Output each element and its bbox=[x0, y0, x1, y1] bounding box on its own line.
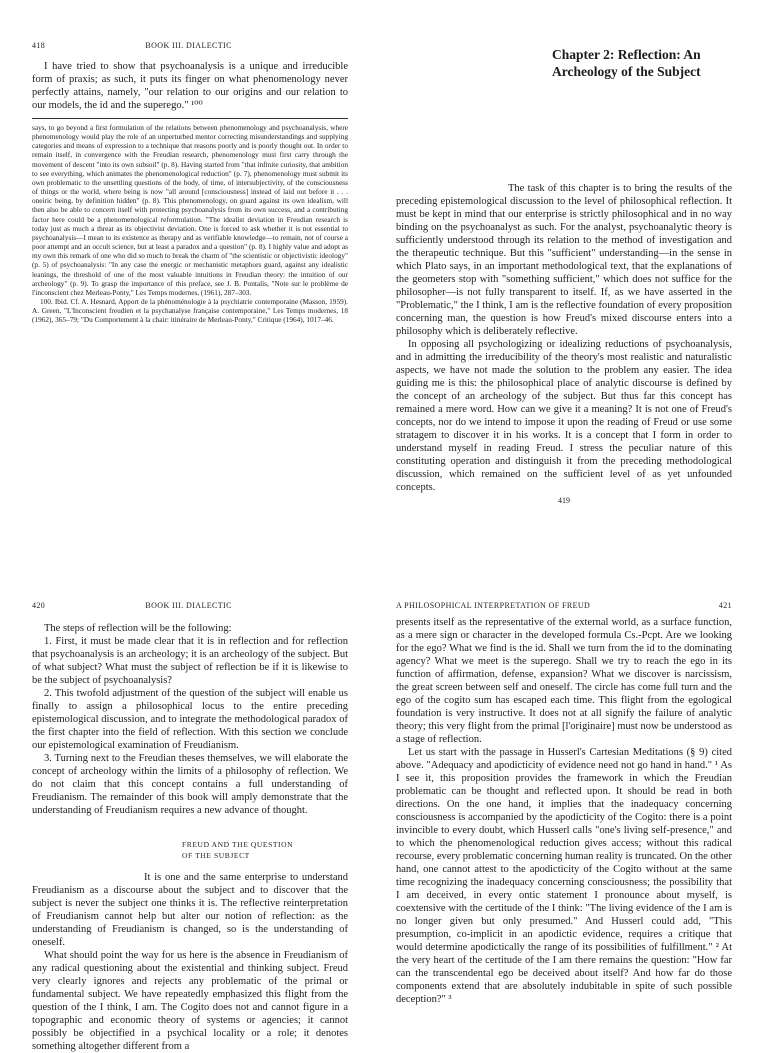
page-421 bbox=[396, 600, 732, 1024]
running-head bbox=[32, 600, 348, 612]
page-419 bbox=[396, 40, 732, 514]
footnote-100: 100. Ibid. Cf. A. Hesnard, Apport de la phénoménologie à la psychiatrie contemporaine (Masson, 1959). A. Green, "L'Inconscient freudien et la psychanalyse française contemporaine," Les Temps modernes, 18 (1962), 365–79; "Du Comportement à la chair: itinéraire de Merleau-Ponty," Critique (1964), 1017–46. bbox=[32, 296, 348, 325]
body-paragraph: presents itself as the representative of the external world, as a surface function, as a mere sign or character in the developed formula Cs.-Pcpt. Are we looking for the ego? What we find is the id. Shall we turn from the id to the dominating agency? What we meet is the superego. Shall we try to reach the ego in its function of affirmation, defense, expansion? What we discover is narcissism, the great screen between self and oneself. The circle has come full turn and the ego of the cogito sum has escaped each time. This flight from the egological foundation is very instructive. It does not at all signify the failure of analytic theory; this very flight from the primal [l'originaire] must now be understood as a stage of reflection. bbox=[396, 617, 732, 745]
page-418 bbox=[32, 40, 348, 514]
list-item: 1. First, it must be made clear that it is in reflection and for reflection that psychoanalysis is an archeology; it is an archeology of the subject. But of what subject? What must the subject of reflection be if it is likewise to be the subject of psychoanalysis? bbox=[32, 636, 348, 686]
running-head bbox=[396, 600, 732, 612]
running-head-title: BOOK III. DIALECTIC bbox=[145, 41, 232, 50]
page-420 bbox=[32, 600, 348, 1052]
chapter-title: Chapter 2: Reflection: An Archeology of the Subject bbox=[552, 47, 701, 79]
list-item: 2. This twofold adjustment of the question of the subject will enable us finally to assign a philosophical locus to the entire preceding epistemological discussion, and to integrate the methodological paradox of the first chapter into the field of reflection. With this section we conclude our epistemological examination of Freudianism. bbox=[32, 688, 348, 751]
body-paragraph: The task of this chapter is to bring the results of the preceding epistemological discussion to the level of philosophical reflection. It must be kept in mind that our enterprise is strictly philosophical and in no way binding on the psychoanalyst as such. For the analyst, psychoanalytic theory is sufficiently understood through its relation to the method of investigation and the therapeutic technique. But this "sufficient" understanding—in the sense in which Plato says, in an important methodological text, that the explanations of the geometers stop with "something sufficient," which does not suffice for the philosopher—is not fully transparent to itself. If, as we have asserted in the "Problematic," the I think, I am is the reflective foundation of every proposition concerning man, the question is how Freud's mixed discourse enters into a philosophy which is deliberately reflective. bbox=[396, 183, 732, 337]
body-paragraph: It is one and the same enterprise to understand Freudianism as a discourse about the subject and to discover that the subject is never the subject one thinks it is. The reflective reinterpretation of Freudianism cannot help but alter our notion of reflection: as the understanding of Freudianism is changed, so is the understanding of oneself. bbox=[32, 872, 348, 948]
folio: 419 bbox=[558, 496, 570, 505]
body-paragraph: In opposing all psychologizing or idealizing reductions of psychoanalysis, and in admitting the irreducibility of the theory's most realistic and naturalistic aspects, we have not made the solution to the problem any easier. The idea guiding me is this: the philosophical place of analytic discourse is defined by the concept of an archeology of the subject. But thus far this concept has remained a mere word. How can we give it a meaning? It is not one of Freud's concepts, nor do we intend to impose it upon the reading of Freud or use some stratagem to discover it in his works. It is a concept that I form in order to understand myself in reading Freud. I stress the peculiar nature of this constituting operation and distinguish it from the preceding methodological discussion, which remained on the sufficient level of as yet unfounded concepts. bbox=[396, 339, 732, 493]
footnote-rule bbox=[32, 118, 348, 119]
body-paragraph: Let us start with the passage in Husserl's Cartesian Meditations (§ 9) cited above. "Adequacy and apodicticity of evidence need not go hand in hand." ¹ As I see it, this proposition provides the framework in which the Freudian problematic can be thought and reflected upon. It should be read in both directions. On the one hand, it implies that the inadequacy concerning consciousness is accompanied by the apodicticity of the Cogito: there is a point invincible to every doubt, which Husserl calls "one's living self-presence," and to which the phenomenological reduction gives access; without this radical recourse, every problematic concerning human reality is truncated. On the other hand, one cannot attest to the apodicticity of the Cogito without at the same time recognizing the inadequacy concerning consciousness; the possibility that I am deceived, in every ontic statement I pronounce about myself, is coextensive with the certitude of the I think: "The living evidence of the I am is no longer given but only presumed." And Husserl could add, "This presumption, co-implicit in an apodictic evidence, requires a critique that would determine apodictically the range of its possibilities of fulfillment." ² At the very heart of the certitude of the I am there remains the question: "How far can the transcendental ego be deceived about itself? And how far do those components extend that are absolutely indubitable in spite of such possible deception?" ³ bbox=[396, 747, 732, 1005]
folio: 418 bbox=[32, 41, 46, 50]
section-heading-line: FREUD AND THE QUESTION bbox=[182, 840, 294, 849]
list-item: 3. Turning next to the Freudian theses themselves, we will elaborate the concept of archeology within the limits of a philosophy of reflection. We do not claim that this concept contains a full understanding of Freudianism. The remainder of this book will amply demonstrate that the understanding of Freudianism requires a new advance of thought. bbox=[32, 753, 348, 816]
body-paragraph: What should point the way for us here is the absence in Freudianism of any radical questioning about the existential and thinking subject. Freud very clearly ignores and rejects any problematic of the primal or fundamental subject. We have repeatedly emphasized this flight from the question of the I think, I am. The Cogito does not and cannot figure in a topographic and economic theory of systems or agencies; it cannot possibly be objectified in a psychical locality or a role; it denotes something altogether different from a bbox=[32, 950, 348, 1052]
body-paragraph: I have tried to show that psychoanalysis is a unique and irreducible form of praxis; as such, it puts its finger on what phenomenology never perfectly attains, namely, "our relation to our origins and our relation to our models, the id and the superego." ¹⁰⁰ bbox=[32, 61, 348, 111]
folio: 421 bbox=[718, 601, 732, 610]
section-heading-line: OF THE SUBJECT bbox=[182, 851, 250, 860]
body-paragraph: The steps of reflection will be the following: bbox=[44, 623, 232, 634]
running-head-title: BOOK III. DIALECTIC bbox=[145, 601, 232, 610]
section-heading bbox=[182, 839, 348, 861]
folio: 420 bbox=[32, 601, 46, 610]
running-head bbox=[32, 40, 348, 52]
running-head-title: A PHILOSOPHICAL INTERPRETATION OF FREUD bbox=[396, 601, 591, 610]
footnote-99: says, to go beyond a first formulation of the relations between phenomenology and psychoanalysis, where phenomenology would play the role of an unperturbed mentor correcting misunderstandings and supplying categories and means of expression to a technique that reasons poorly and is poorly thought out. In order to remain itself, in convergence with the Freudian research, phenomenology must first carry through the movement of descent "into its own subsoil" (p. 8). Having started from "that infinite curiosity, that ambition to see everything, which animates the phenomenological reduction" (p. 7), phenomenology must submit its own problematic to the unsettling questions of the body, of time, of intersubjectivity, of the consciousness of things or the world, where being is now "all around [consciousness] instead of laid out before it . . . oneiric being, by definition hidden" (p. 8). This phenomenology, on guard against its own idealism, will then also be able to concern itself with protecting psychoanalysis from its own success, and a contributing factor here could be a phenomenological reformulation. "The idealist deviation in Freudian research is today just as much a threat as its objectivist deviation. One is forced to ask whether it is not essential to psychoanalysis—I mean to its existence as therapy and as verifiable knowledge—to remain, not of course a poor attempt and an occult science, but at least a paradox and a question" (p. 8). I highly value and adopt as my own this remark of one who did so much to break the charm of "the scientistic or objectivistic ideology" (p. 5) of psychoanalysis: "In any case the energic or mechanistic metaphors guard, against any idealistic leanings, the threshold of one of the most valuable intuitions in Freudian theory: the intuition of our archeology" (p. 9). To grasp the importance of this preface, see J. B. Pontalis, "Note sur le problème de l'inconscient chez Merleau-Ponty," Les Temps modernes, (1961), 287–303. bbox=[32, 123, 348, 297]
